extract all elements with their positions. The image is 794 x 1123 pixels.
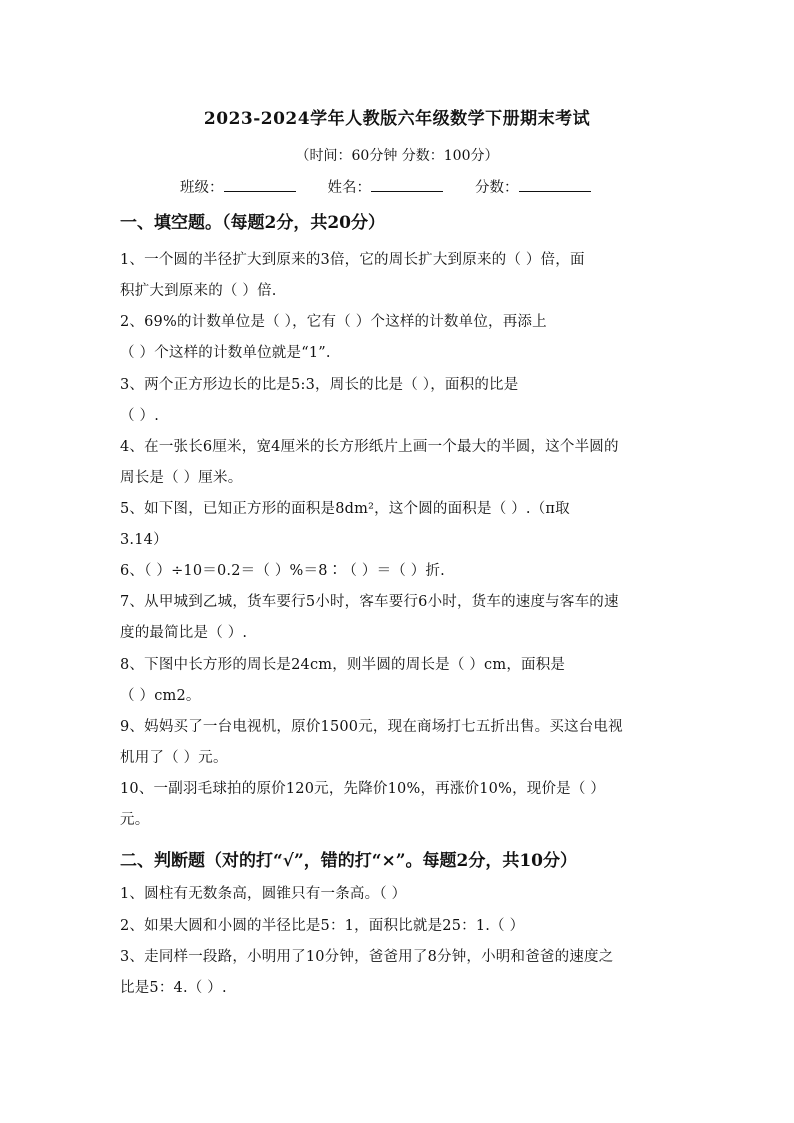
question-line: 元。 <box>120 812 150 828</box>
question-line: 周长是（ ）厘米。 <box>120 470 243 486</box>
exam-subtitle: （时间：60分钟 分数：100分） <box>295 148 499 164</box>
question-line: （ ）个这样的计数单位就是“1”. <box>120 345 331 361</box>
question-line: 3、走同样一段路，小明用了10分钟，爸爸用了8分钟，小明和爸爸的速度之 <box>120 949 614 965</box>
name-label: 姓名： <box>327 180 371 196</box>
question-line: 7、从甲城到乙城，货车要行5小时，客车要行6小时，货车的速度与客车的速 <box>120 594 619 610</box>
class-blank[interactable] <box>224 177 296 192</box>
question-line: 5、如下图，已知正方形的面积是8dm²，这个圆的面积是（ ）.（π取 <box>120 501 570 517</box>
question-line: 6、（ ）÷10＝0.2＝（ ）%＝8∶（ ）＝（ ）折. <box>120 563 445 579</box>
question-line: 2、如果大圆和小圆的半径比是5：1，面积比就是25：1.（ ） <box>120 918 525 934</box>
question-line: 2、69%的计数单位是（ ），它有（ ）个这样的计数单位，再添上 <box>120 314 547 330</box>
student-info-row <box>180 176 591 197</box>
score-label: 分数： <box>475 180 519 196</box>
section2-heading: 二、判断题（对的打“√”，错的打“×”。每题2分，共10分） <box>120 851 578 871</box>
score-blank[interactable] <box>519 177 591 192</box>
question-line: 度的最简比是（ ）. <box>120 625 248 641</box>
question-line: 1、圆柱有无数条高，圆锥只有一条高。（ ） <box>120 886 407 902</box>
exam-title: 2023-2024学年人教版六年级数学下册期末考试 <box>203 109 591 129</box>
name-blank[interactable] <box>371 177 443 192</box>
section1-heading: 一、填空题。（每题2分，共20分） <box>120 213 385 233</box>
question-line: 1、一个圆的半径扩大到原来的3倍，它的周长扩大到原来的（ ）倍，面 <box>120 252 585 268</box>
question-line: 3、两个正方形边长的比是5:3，周长的比是（ ），面积的比是 <box>120 377 519 393</box>
question-line: 积扩大到原来的（ ）倍. <box>120 283 277 299</box>
question-line: （ ）cm2。 <box>120 688 201 704</box>
class-label: 班级： <box>180 180 224 196</box>
question-line: 比是5：4.（ ）. <box>120 980 227 996</box>
question-line: 9、妈妈买了一台电视机，原价1500元，现在商场打七五折出售。买这台电视 <box>120 719 623 735</box>
question-line: （ ）. <box>120 408 160 424</box>
question-line: 8、下图中长方形的周长是24cm，则半圆的周长是（ ）cm，面积是 <box>120 657 566 673</box>
question-line: 10、一副羽毛球拍的原价120元，先降价10%，再涨价10%，现价是（ ） <box>120 781 606 797</box>
question-line: 4、在一张长6厘米，宽4厘米的长方形纸片上画一个最大的半圆，这个半圆的 <box>120 439 619 455</box>
question-line: 机用了（ ）元。 <box>120 750 228 766</box>
question-line: 3.14） <box>120 532 168 548</box>
